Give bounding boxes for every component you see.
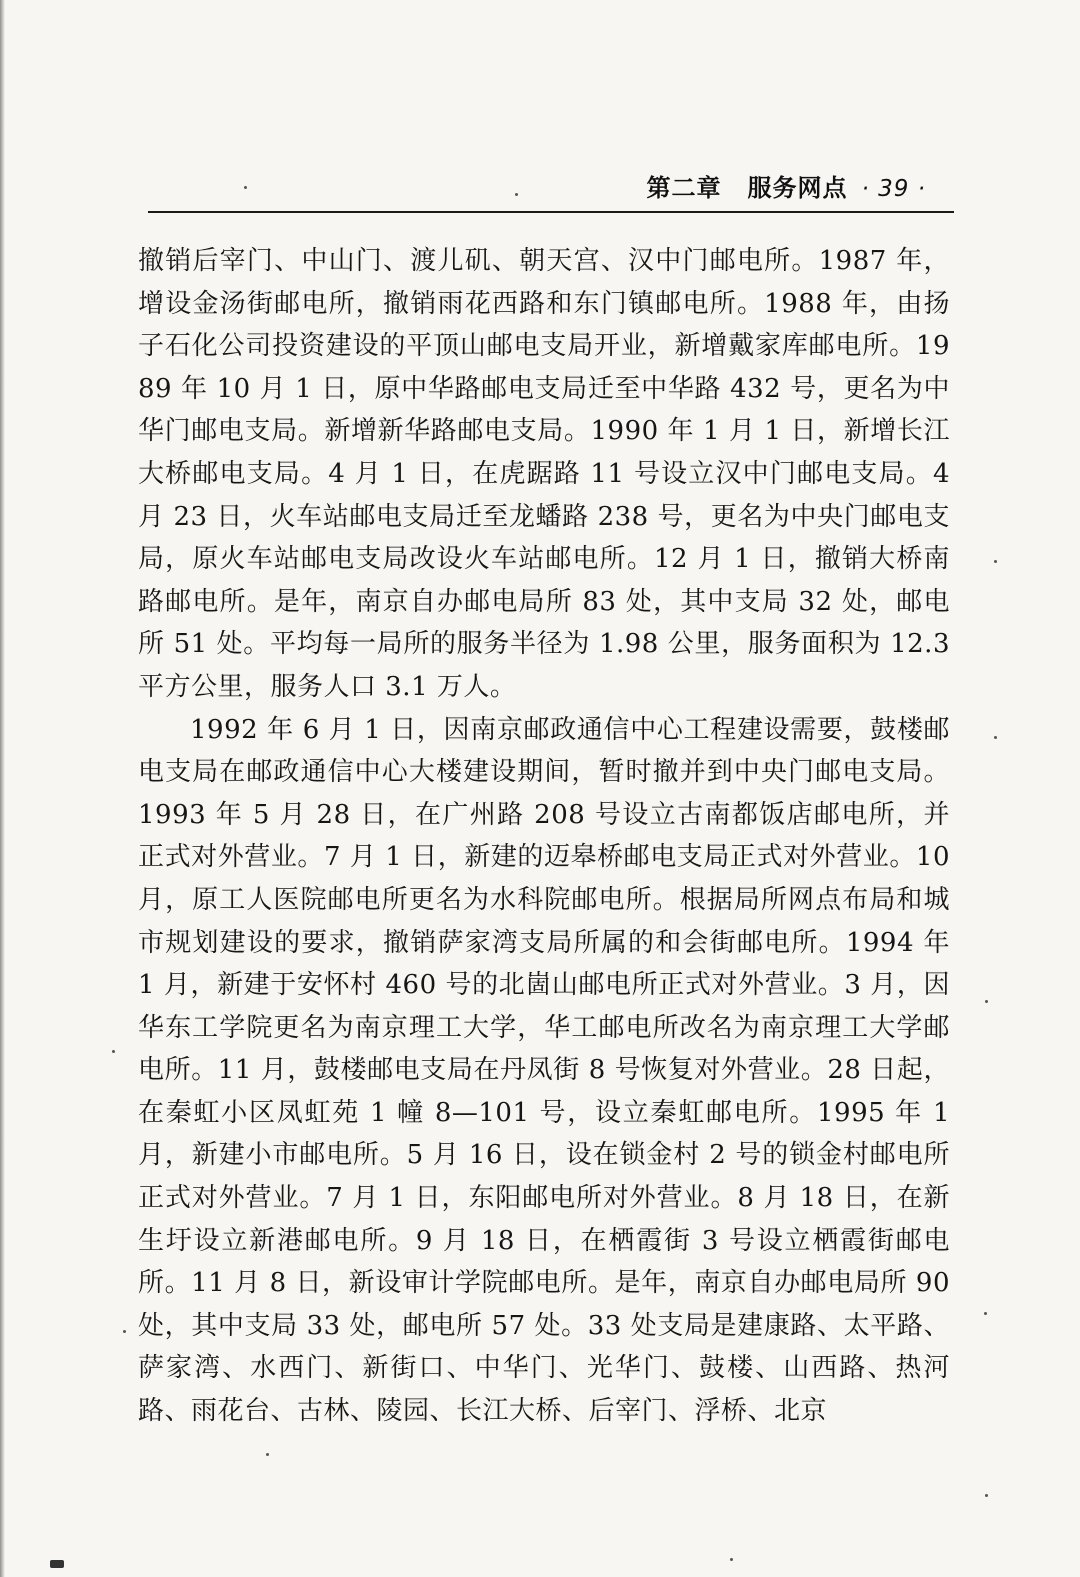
scan-speck bbox=[985, 1494, 988, 1497]
scan-speck bbox=[123, 1330, 126, 1333]
page-number: · 39 · bbox=[861, 176, 926, 202]
scan-mark bbox=[50, 1560, 64, 1568]
scan-speck bbox=[112, 1050, 115, 1053]
section-title: 服务网点 bbox=[747, 174, 848, 202]
running-header bbox=[148, 168, 954, 208]
header-rule bbox=[148, 211, 954, 213]
body-text bbox=[138, 240, 950, 1433]
header-text bbox=[646, 168, 926, 203]
paragraph-1: 撤销后宰门、中山门、渡儿矶、朝天宫、汉中门邮电所。1987 年，增设金汤街邮电所，撤销雨花西路和东门镇邮电所。1988 年，由扬子石化公司投资建设的平顶山邮电支局开业，新增戴家库邮电所。1989 年 10 月 1 日，原中华路邮电支局迁至中华路 432 号，更名为中华门邮电支局。新增新华路邮电支局。1990 年 1 月 1 日，新增长江大桥邮电支局。4 月 1 日，在虎踞路 11 号设立汉中门邮电支局。4 月 23 日，火车站邮电支局迁至龙蟠路 238 号，更名为中央门邮电支局，原火车站邮电支局改设火车站邮电所。12 月 1 日，撤销大桥南路邮电所。是年，南京自办邮电局所 83 处，其中支局 32 处，邮电所 51 处。平均每一局所的服务半径为 1.98 公里，服务面积为 12.3 平方公里，服务人口 3.1 万人。 bbox=[138, 246, 950, 702]
scan-edge-shadow bbox=[0, 0, 5, 1577]
scan-speck bbox=[244, 186, 247, 189]
paragraph-2: 1992 年 6 月 1 日，因南京邮政通信中心工程建设需要，鼓楼邮电支局在邮政通信中心大楼建设期间，暂时撤并到中央门邮电支局。1993 年 5 月 28 日，在广州路 208 号设立古南都饭店邮电所，并正式对外营业。7 月 1 日，新建的迈皋桥邮电支局正式对外营业。10 月，原工人医院邮电所更名为水科院邮电所。根据局所网点布局和城市规划建设的要求，撤销萨家湾支局所属的和会街邮电所。1994 年 1 月，新建于安怀村 460 号的北崮山邮电所正式对外营业。3 月，因华东工学院更名为南京理工大学，华工邮电所改名为南京理工大学邮电所。11 月，鼓楼邮电支局在丹凤街 8 号恢复对外营业。28 日起，在秦虹小区凤虹苑 1 幢 8—101 号，设立秦虹邮电所。1995 年 1 月，新建小市邮电所。5 月 16 日，设在锁金村 2 号的锁金村邮电所正式对外营业。7 月 1 日，东阳邮电所对外营业。8 月 18 日，在新生圩设立新港邮电所。9 月 18 日，在栖霞街 3 号设立栖霞街邮电所。11 月 8 日，新设审计学院邮电所。是年，南京自办邮电局所 90 处，其中支局 33 处，邮电所 57 处。33 处支局是建康路、太平路、萨家湾、水西门、新街口、中华门、光华门、鼓楼、山西路、热河路、雨花台、古林、陵园、长江大桥、后宰门、浮桥、北京 bbox=[138, 714, 950, 1427]
scan-speck bbox=[515, 193, 518, 196]
scan-speck bbox=[730, 1558, 733, 1561]
scan-speck bbox=[266, 1453, 269, 1456]
scan-speck bbox=[994, 736, 997, 739]
scan-speck bbox=[984, 1312, 987, 1315]
scan-speck bbox=[985, 1000, 988, 1003]
chapter-label: 第二章 bbox=[646, 174, 722, 202]
scan-speck bbox=[994, 560, 997, 563]
